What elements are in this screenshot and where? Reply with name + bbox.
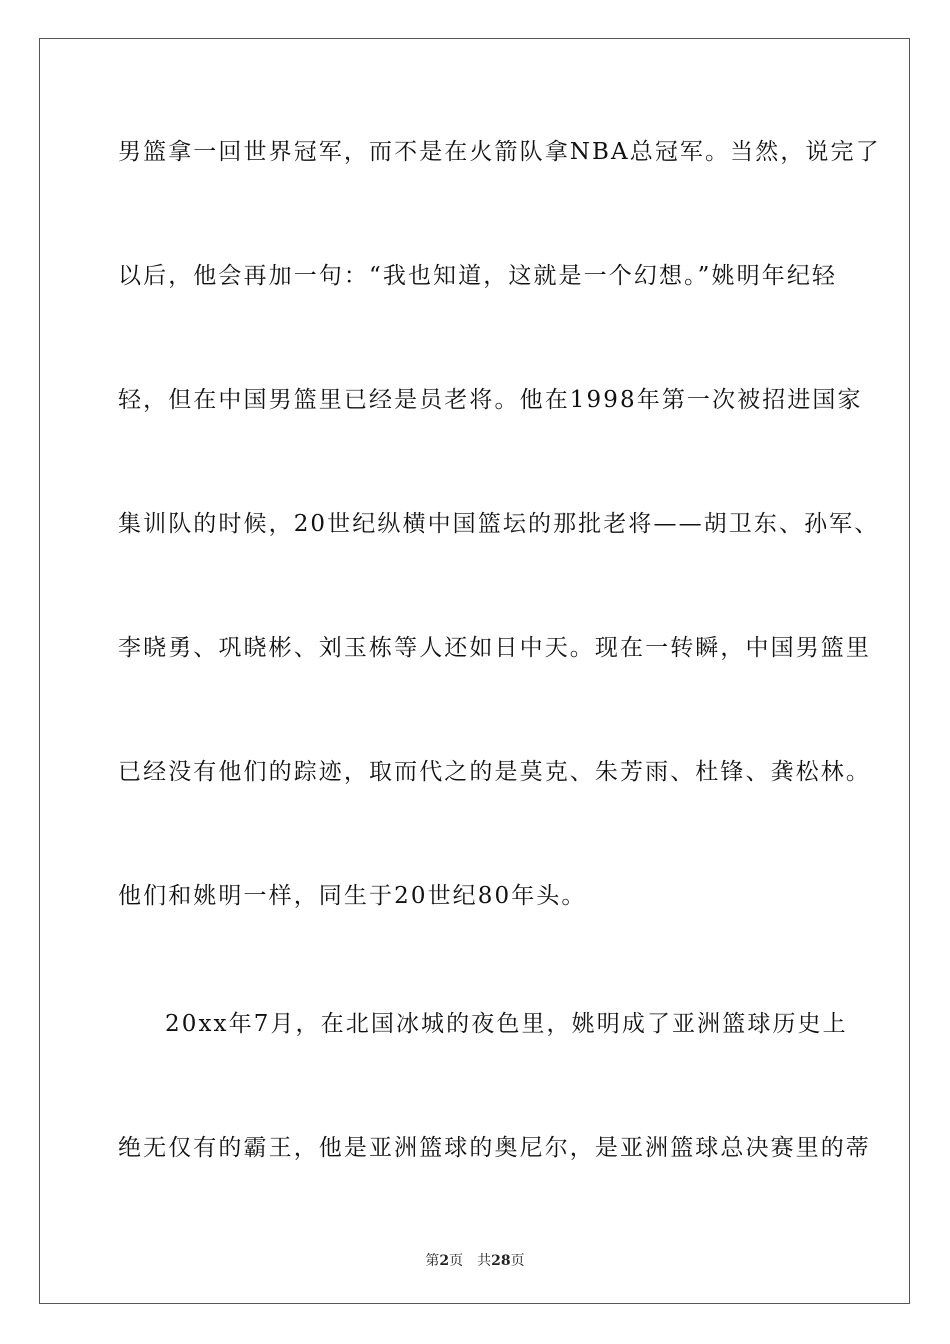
body-text-line: 轻，但在中国男篮里已经是员老将。他在1998年第一次被招进国家: [118, 387, 863, 413]
page-footer: [0, 1250, 950, 1270]
body-text-line: 绝无仅有的霸王，他是亚洲篮球的奥尼尔，是亚洲篮球总决赛里的蒂: [118, 1135, 871, 1161]
page-label-suffix: 页: [449, 1253, 464, 1269]
paragraph-first-line: 20xx年7月，在北国冰城的夜色里，姚明成了亚洲篮球历史上: [165, 1011, 848, 1037]
page-number-current: 2: [439, 1253, 450, 1269]
body-text-line: 男篮拿一回世界冠军，而不是在火箭队拿NBA总冠军。当然，说完了: [118, 139, 881, 165]
total-label-suffix: 页: [510, 1253, 525, 1269]
page-label-prefix: 第: [425, 1253, 440, 1269]
body-text-line: 集训队的时候，20世纪纵横中国篮坛的那批老将——胡卫东、孙军、: [118, 511, 880, 537]
body-text-line: 他们和姚明一样，同生于20世纪80年头。: [118, 883, 587, 909]
body-text-line: 以后，他会再加一句：“我也知道，这就是一个幻想。”姚明年纪轻: [118, 263, 838, 289]
page-number-total: 28: [491, 1253, 511, 1269]
body-text-line: 李晓勇、巩晓彬、刘玉栋等人还如日中天。现在一转瞬，中国男篮里: [118, 635, 871, 661]
page-border: [39, 38, 910, 1304]
body-text-line: 已经没有他们的踪迹，取而代之的是莫克、朱芳雨、杜锋、龚松林。: [118, 759, 871, 785]
total-label-prefix: 共: [477, 1253, 492, 1269]
